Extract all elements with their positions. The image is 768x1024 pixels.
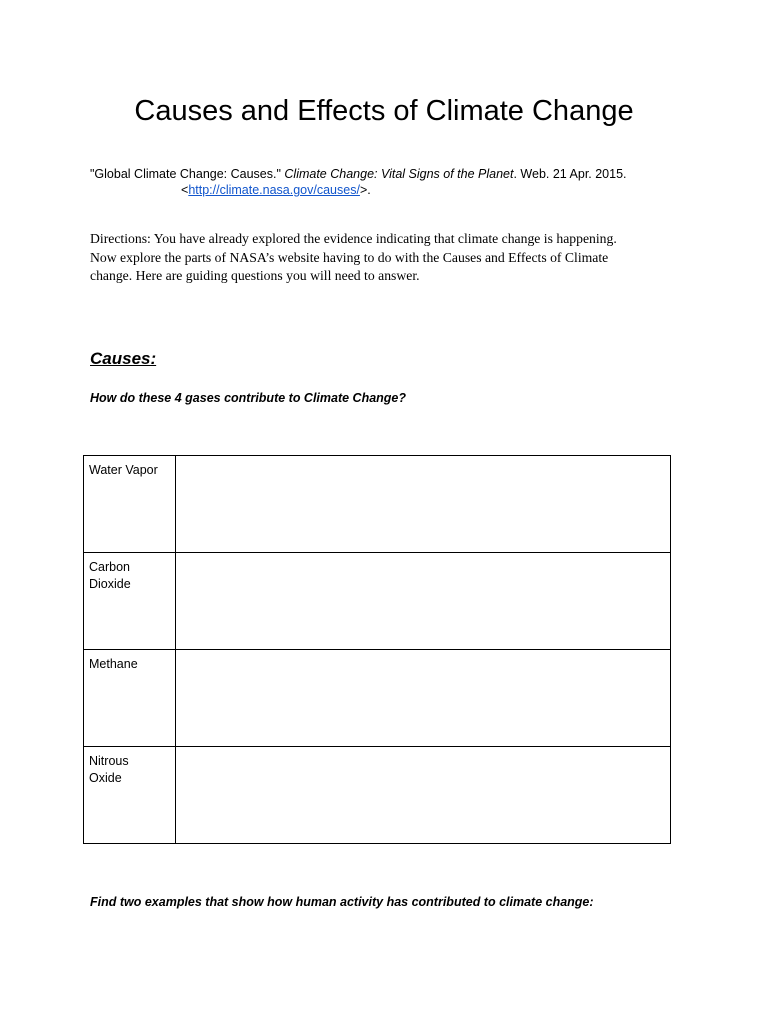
- gas-label-cell: [84, 553, 176, 650]
- gas-label: Nitrous Oxide: [89, 754, 129, 785]
- gas-label-cell: [84, 456, 176, 553]
- gas-label: Water Vapor: [89, 463, 158, 477]
- table-row: [84, 650, 671, 747]
- table-row: [84, 553, 671, 650]
- citation-link-open: <: [181, 183, 189, 197]
- gas-answer-cell[interactable]: [176, 553, 671, 650]
- gas-label-cell: [84, 650, 176, 747]
- directions-line-1: Directions: You have already explored the evidence indicating that climate change is happening.: [90, 231, 617, 246]
- page-title: Causes and Effects of Climate Change: [134, 95, 634, 127]
- citation-link[interactable]: http://climate.nasa.gov/causes/: [188, 183, 360, 197]
- gas-label: Carbon Dioxide: [89, 560, 131, 591]
- directions-line-2: Now explore the parts of NASA’s website having to do with the Causes and Effects of Climate: [90, 249, 609, 265]
- gas-answer-cell[interactable]: [176, 747, 671, 844]
- gas-answer-cell[interactable]: [176, 650, 671, 747]
- gases-table: [83, 455, 671, 844]
- human-activity-question: Find two examples that show how human activity has contributed to climate change:: [90, 895, 594, 909]
- directions-line-3: change. Here are guiding questions you will need to answer.: [90, 268, 420, 283]
- citation-source: Climate Change: Vital Signs of the Planet: [284, 167, 514, 181]
- citation-link-line: [90, 182, 710, 198]
- citation-link-close: >.: [359, 183, 371, 197]
- causes-heading: Causes:: [90, 349, 157, 368]
- directions-paragraph: [90, 230, 690, 286]
- table-row: [84, 456, 671, 553]
- gas-label-cell: [84, 747, 176, 844]
- gases-question: How do these 4 gases contribute to Climate Change?: [90, 391, 407, 405]
- citation-suffix: . Web. 21 Apr. 2015.: [513, 167, 627, 181]
- table-row: [84, 747, 671, 844]
- gas-answer-cell[interactable]: [176, 456, 671, 553]
- gas-label: Methane: [89, 657, 138, 671]
- citation-prefix: "Global Climate Change: Causes.": [90, 167, 285, 181]
- citation: [90, 166, 710, 198]
